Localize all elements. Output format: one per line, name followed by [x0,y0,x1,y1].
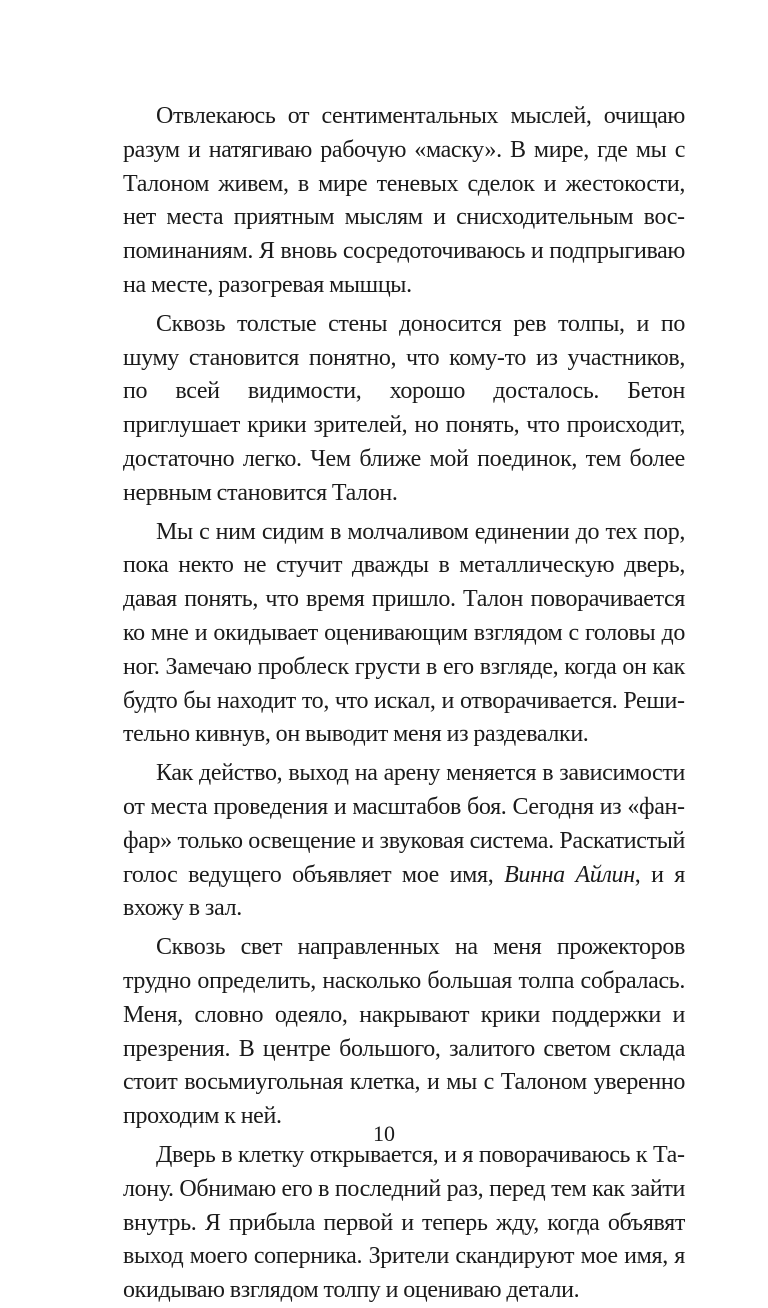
character-name-italic: Винна Айлин [504,861,635,888]
paragraph-6: Дверь в клетку открывается, и я поворачиваюсь к Талону. Обнимаю его в последний раз, перед тем как зайти внутрь. Я прибыла первой и теперь жду, когда объявят выход моего соперника. Зрители скандируют мое имя, я окидываю взглядом толпу и оцениваю детали. [123,1141,685,1304]
paragraph-4 [123,757,685,926]
paragraph-3: Мы с ним сидим в молчаливом единении до тех пор, пока некто не стучит дважды в металлическую дверь, давая понять, что время пришло. Талон поворачивается ко мне и окидывает оценивающим взглядом с головы до ног. Замечаю проблеск грусти в его взгляде, когда он как будто бы находит то, что искал, и отворачивается. Решительно кивнув, он выводит меня из раздевалки. [123,518,685,748]
paragraph-1: Отвлекаюсь от сентиментальных мыслей, очищаю разум и натягиваю рабочую «маску». В мире, где мы с Талоном живем, в мире теневых сделок и жестокости, нет места приятным мыслям и снисходительным воспоминаниям. Я вновь сосредоточиваюсь и подпрыгиваю на месте, разогревая мышцы. [123,103,685,298]
paragraph-4-text-start: Как действо, выход на арену меняется в зависимости от места проведения и масштабов боя. Сегодня из «фанфар» только освещение и звуковая система. Раскатистый голос ведущего объявляет мое имя, [123,760,685,888]
paragraph-5: Сквозь свет направленных на меня прожекторов трудно определить, насколько большая толпа собралась. Меня, словно одеяло, накрывают крики поддержки и презрения. В центре большого, залитого светом склада стоит восьмиугольная клетка, и мы с Талоном уверенно проходим к ней. [123,934,685,1130]
paragraph-4-text-end: , и я вхожу в зал. [123,861,685,922]
page-number: 10 [373,1121,395,1146]
paragraph-2: Сквозь толстые стены доносится рев толпы, и по шуму становится понятно, что кому-то из участников, по всей видимости, хорошо досталось. Бетон приглушает крики зрителей, но понять, что происходит, достаточно легко. Чем ближе мой поединок, тем более нервным становится Талон. [123,310,685,506]
